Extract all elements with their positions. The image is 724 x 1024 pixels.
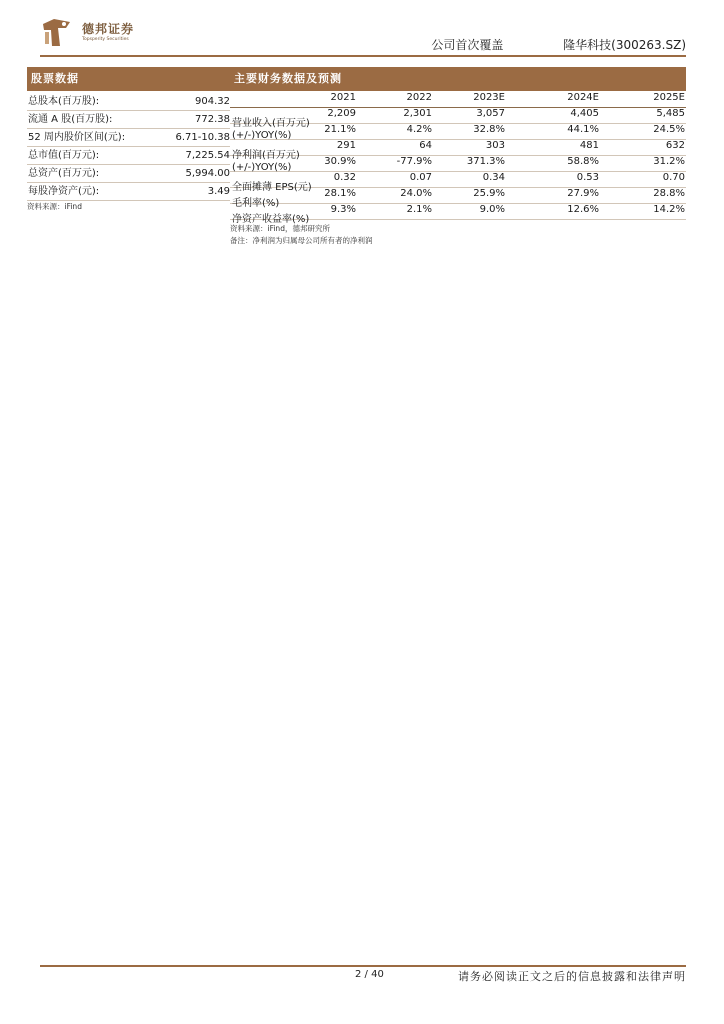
company-logo (40, 16, 150, 50)
table-cell: 32.8% (473, 124, 505, 135)
table-row (27, 129, 230, 147)
financials-source: 资料来源：iFind，德邦研究所 (230, 224, 330, 233)
row-label: 毛利率(%) (232, 198, 280, 209)
table-cell: 0.32 (333, 172, 356, 183)
row-value: 3.49 (207, 186, 230, 197)
year-header: 2023E (473, 92, 505, 103)
table-row (230, 204, 686, 225)
row-value: 904.32 (195, 96, 230, 107)
logo-cn-text: 德邦证券 (82, 22, 135, 36)
table-row (27, 165, 230, 183)
table-cell: 3,057 (476, 108, 505, 119)
table-row (27, 183, 230, 201)
table-cell: -77.9% (396, 156, 432, 167)
table-row (230, 124, 686, 140)
row-value: 6.71-10.38 (175, 132, 230, 143)
table-cell: 2,301 (403, 108, 432, 119)
financials-table (230, 92, 686, 225)
table-cell: 30.9% (324, 156, 356, 167)
table-cell: 2.1% (406, 204, 432, 215)
table-row (27, 93, 230, 111)
row-label: 每股净资产(元): (28, 186, 100, 197)
year-header: 2024E (567, 92, 599, 103)
row-label: 总股本(百万股): (28, 96, 100, 107)
table-cell: 12.6% (567, 204, 599, 215)
row-label: 流通 A 股(百万股): (28, 114, 113, 125)
table-cell: 14.2% (653, 204, 685, 215)
row-label: 净资产收益率(%) (232, 214, 310, 225)
row-value: 5,994.00 (185, 168, 230, 179)
financials-title: 主要财务数据及预测 (230, 67, 686, 91)
year-header: 2021 (330, 92, 356, 103)
table-cell: 291 (336, 140, 356, 151)
row-label: 净利润(百万元) (232, 150, 300, 161)
table-cell: 2,209 (327, 108, 356, 119)
stock-data-title: 股票数据 (27, 67, 230, 91)
table-cell: 4,405 (570, 108, 599, 119)
row-label: 营业收入(百万元) (232, 118, 310, 129)
table-cell: 24.0% (400, 188, 432, 199)
table-cell: 0.70 (662, 172, 685, 183)
table-cell: 481 (579, 140, 599, 151)
page-number: 2 / 40 (355, 969, 384, 980)
table-cell: 0.07 (409, 172, 432, 183)
logo-en-text: Topsperity Securities (82, 37, 129, 42)
row-label: (+/-)YOY(%) (232, 162, 292, 173)
table-cell: 4.2% (406, 124, 432, 135)
table-row (230, 172, 686, 193)
table-cell: 27.9% (567, 188, 599, 199)
page-header (40, 14, 686, 54)
table-cell: 25.9% (473, 188, 505, 199)
table-cell: 44.1% (567, 124, 599, 135)
table-cell: 28.8% (653, 188, 685, 199)
header-divider (40, 55, 686, 57)
row-label: 总市值(百万元): (28, 150, 100, 161)
table-row (27, 111, 230, 129)
table-cell: 0.34 (482, 172, 505, 183)
table-cell: 58.8% (567, 156, 599, 167)
row-value: 772.38 (195, 114, 230, 125)
financials-note: 备注：净利润为归属母公司所有者的净利润 (230, 236, 373, 245)
table-row (230, 108, 686, 129)
header-info (375, 36, 686, 53)
table-cell: 303 (485, 140, 505, 151)
row-value: 7,225.54 (185, 150, 230, 161)
legal-disclaimer: 请务必阅读正文之后的信息披露和法律声明 (458, 970, 686, 983)
table-cell: 371.3% (466, 156, 505, 167)
table-cell: 632 (665, 140, 685, 151)
table-header-row (230, 92, 686, 108)
logo-mark-icon (40, 16, 74, 50)
table-row (230, 140, 686, 161)
table-cell: 28.1% (324, 188, 356, 199)
stock-data-table (27, 93, 230, 201)
company-ticker: 隆华科技(300263.SZ) (563, 38, 686, 52)
report-type: 公司首次覆盖 (431, 38, 504, 52)
table-row (27, 147, 230, 165)
row-label: 52 周内股价区间(元): (28, 132, 126, 143)
stock-data-source: 资料来源：iFind (27, 202, 82, 211)
table-cell: 9.3% (330, 204, 356, 215)
row-label: 总资产(百万元): (28, 168, 100, 179)
year-header: 2022 (406, 92, 432, 103)
table-cell: 31.2% (653, 156, 685, 167)
row-label: 全面摊薄 EPS(元) (232, 182, 312, 193)
table-cell: 24.5% (653, 124, 685, 135)
table-cell: 5,485 (656, 108, 685, 119)
year-header: 2025E (653, 92, 685, 103)
table-row (230, 188, 686, 209)
footer-divider (40, 965, 686, 967)
table-cell: 64 (419, 140, 432, 151)
financials-source-notes (230, 223, 373, 247)
table-cell: 9.0% (479, 204, 505, 215)
table-cell: 21.1% (324, 124, 356, 135)
row-label: (+/-)YOY(%) (232, 130, 292, 141)
table-row (230, 156, 686, 172)
table-cell: 0.53 (576, 172, 599, 183)
